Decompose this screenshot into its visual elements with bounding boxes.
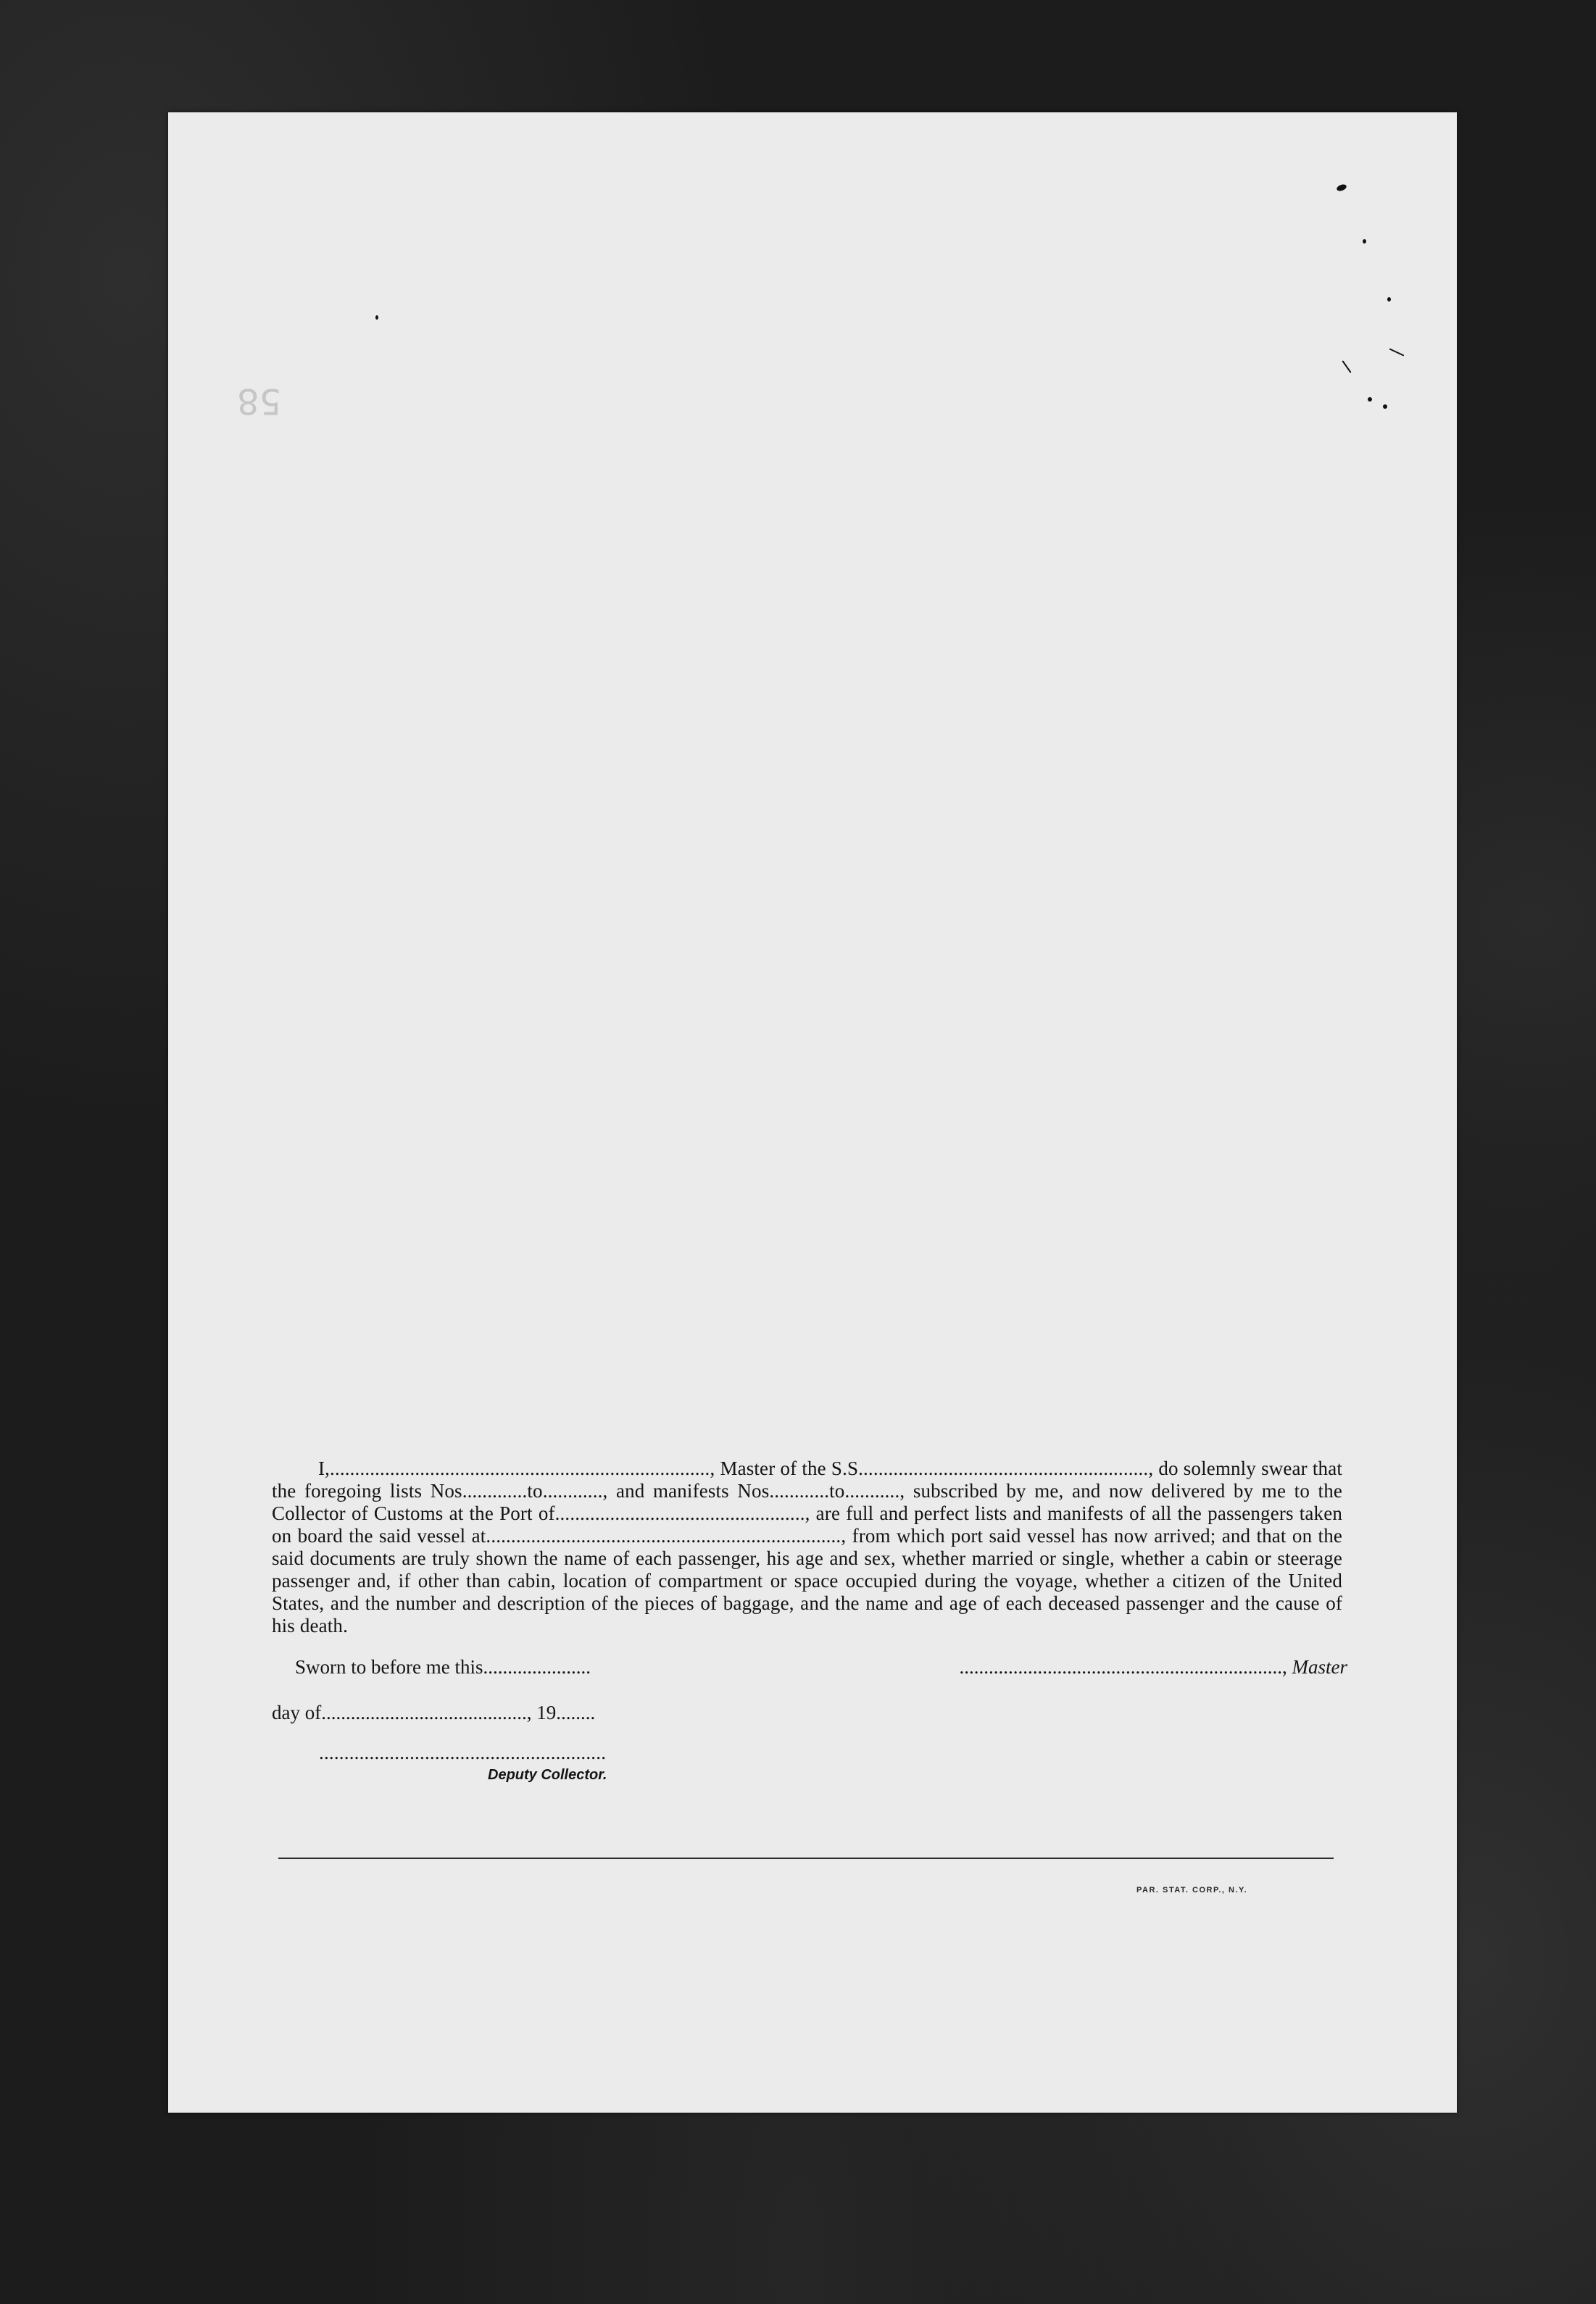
ink-speck [1363,239,1366,244]
ink-speck [1368,397,1372,402]
horizontal-rule [278,1858,1334,1859]
ink-speck [1387,297,1391,301]
page-number: 58 [237,380,282,421]
sworn-before-line: Sworn to before me this...................... [295,1656,591,1678]
ink-speck [1342,360,1351,373]
ink-speck [375,315,378,320]
day-of-line: day of.........................................., 19........ [272,1702,596,1723]
oath-paragraph: I,............................................................................, Master of the S.S.........................................................., do solemnly swear that the foregoing lists Nos.............to............, and manifests Nos............to..........., subscribed by me, and now delivered by me to the Collector of Customs at the Port of.................................................., are full and perfect lists and manifests of all the passengers taken on board the said vessel at......................................................................., from which port said vessel has now arrived; and that on the said documents are truly shown the name of each passenger, his age and sex, whether married or single, whether a cabin or steerage passenger and, if other than cabin, location of compartment or space occupied during the voyage, whether a citizen of the United States, and the number and description of the pieces of baggage, and the name and age of each deceased passenger and the cause of his death. [272,1457,1342,1636]
master-signature-line [960,1656,1348,1679]
document-page [168,112,1457,2113]
ink-speck [1389,348,1405,356]
deputy-collector-label: Deputy Collector. [488,1767,607,1783]
ink-speck [1383,404,1387,409]
master-label: Master [1292,1656,1347,1678]
printer-imprint: PAR. STAT. CORP., N.Y. [1136,1886,1248,1895]
master-signature-dots: .................................................................., [959,1656,1292,1678]
deputy-signature-line: ......................................................... [319,1742,607,1763]
ink-speck [1336,183,1347,192]
